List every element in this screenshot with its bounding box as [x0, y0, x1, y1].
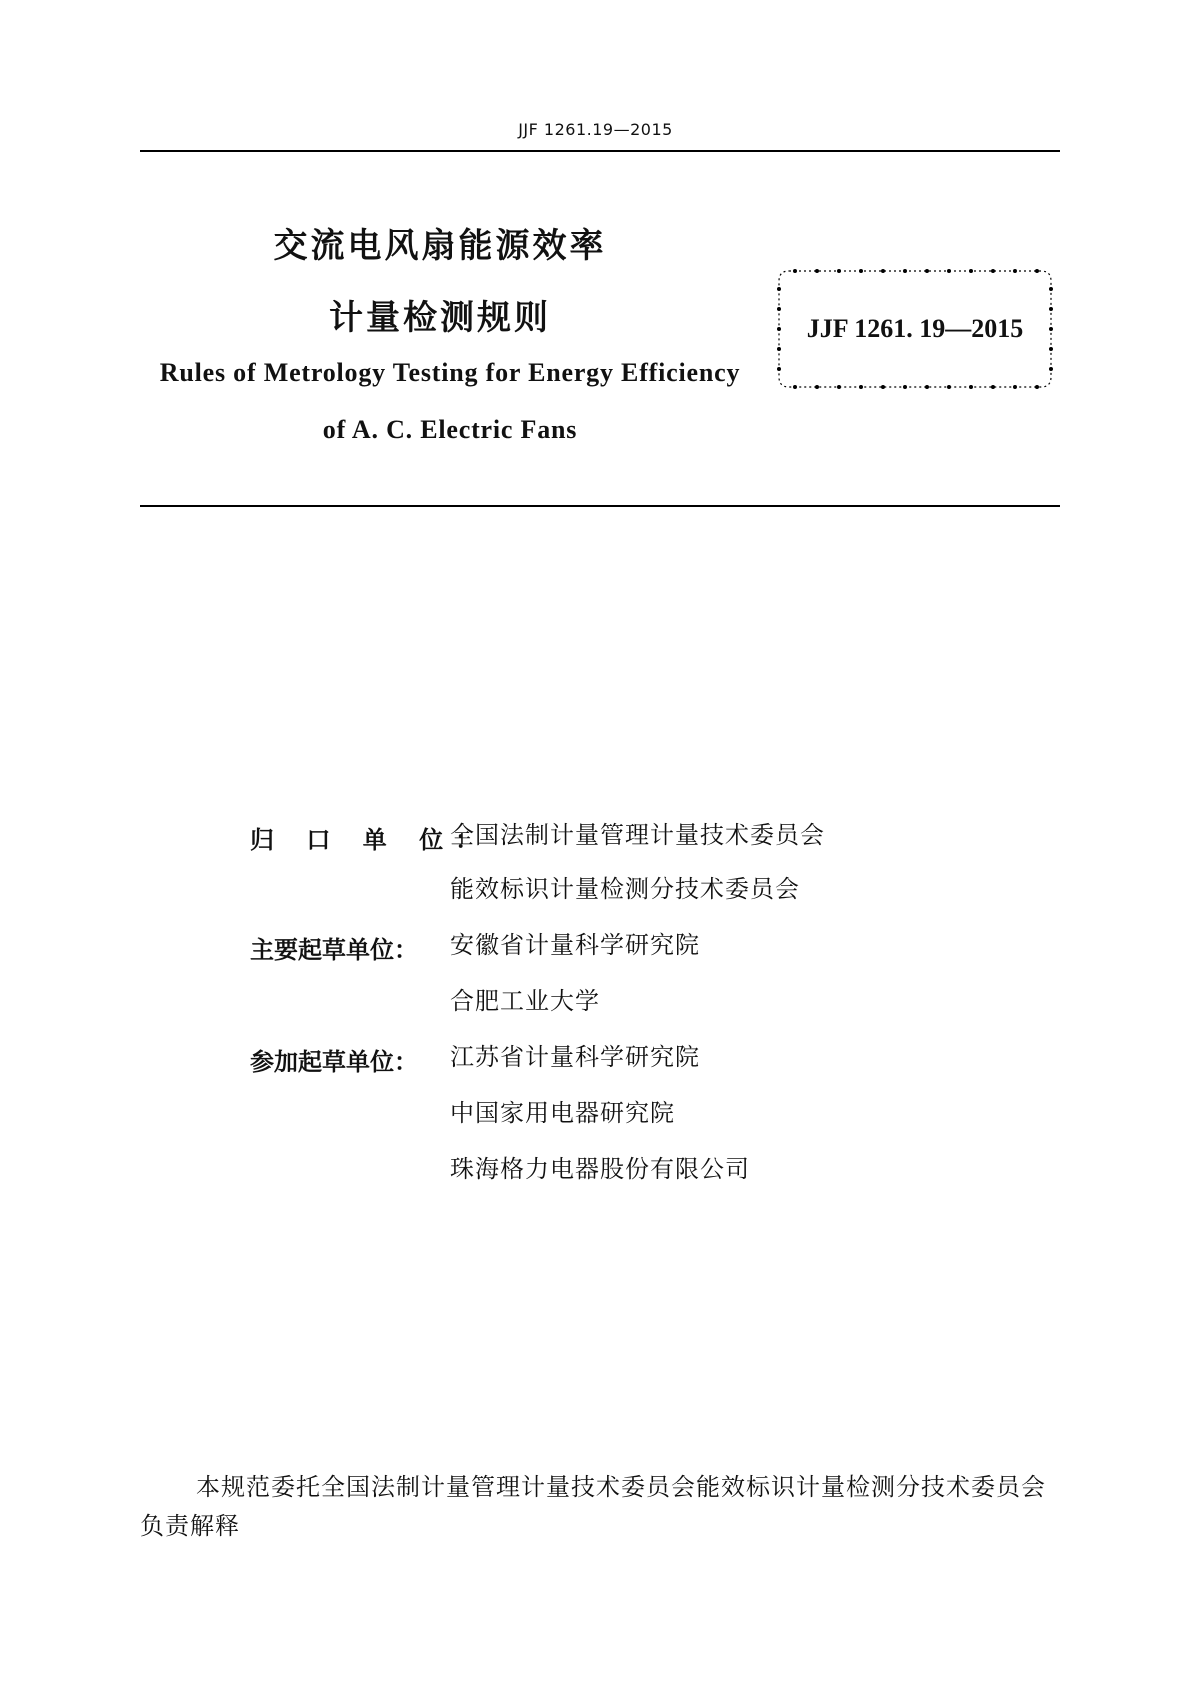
- participating-drafters-label: 参加起草单位：: [250, 1048, 418, 1076]
- header-rule: [140, 150, 1060, 152]
- participating-drafter-line: 中国家用电器研究院: [450, 1099, 675, 1127]
- standard-code-box: [775, 267, 1055, 391]
- main-drafters-group: [250, 930, 825, 1016]
- responsible-unit-line: 能效标识计量检测分技术委员会: [450, 875, 800, 903]
- standard-code: JJF 1261. 19—2015: [806, 314, 1024, 343]
- responsible-unit-label: 归 口 单 位：: [250, 826, 492, 854]
- participating-drafter-line: 珠海格力电器股份有限公司: [450, 1155, 750, 1183]
- main-drafters-label: 主要起草单位：: [250, 936, 418, 964]
- title-chinese-line-1: 交流电风扇能源效率: [273, 226, 607, 266]
- responsible-unit-list: [450, 820, 825, 904]
- responsible-unit-line: 全国法制计量管理计量技术委员会: [450, 821, 825, 849]
- main-drafter-line: 合肥工业大学: [450, 987, 600, 1015]
- running-header-standard-number: JJF 1261.19—2015: [518, 120, 673, 139]
- main-drafter-line: 安徽省计量科学研究院: [450, 931, 700, 959]
- drafting-units-section: [250, 820, 825, 1184]
- title-english-line-2: of A. C. Electric Fans: [322, 415, 578, 444]
- participating-drafters-list: [450, 1042, 825, 1184]
- participating-drafter-line: 江苏省计量科学研究院: [450, 1043, 700, 1071]
- interpretation-note: 本规范委托全国法制计量管理计量技术委员会能效标识计量检测分技术委员会负责解释: [140, 1473, 1046, 1540]
- title-chinese-line-2: 计量检测规则: [329, 298, 551, 338]
- responsible-unit-group: [250, 820, 825, 904]
- main-drafters-list: [450, 930, 825, 1016]
- participating-drafters-group: [250, 1042, 825, 1184]
- title-english-line-1: Rules of Metrology Testing for Energy Efficiency: [159, 358, 741, 387]
- title-bottom-rule: [140, 505, 1060, 507]
